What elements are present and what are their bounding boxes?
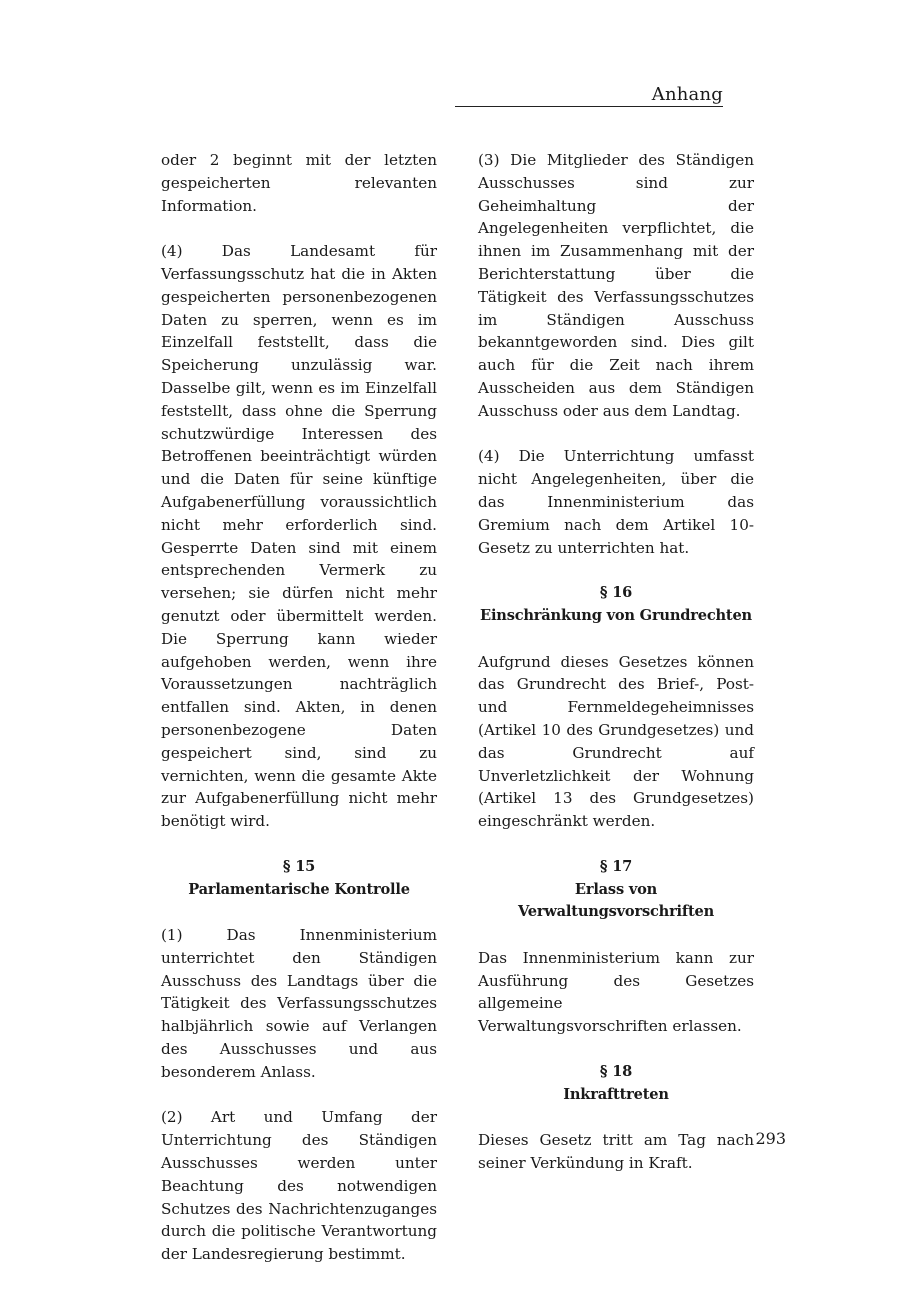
page-number: 293 xyxy=(755,1129,786,1148)
left-column xyxy=(161,149,437,1289)
section-number: § 18 xyxy=(599,1062,633,1080)
section-18-header xyxy=(478,1061,754,1107)
paragraph: oder 2 beginnt mit der letzten gespeicherten relevanten Information. xyxy=(161,151,437,215)
paragraph: Das Innenministerium kann zur Ausführung des Gesetzes allgemeine Verwaltungsvorschriften erlassen. xyxy=(478,948,754,1036)
section-15-header xyxy=(161,856,437,902)
section-title: Parlamentarische Kontrolle xyxy=(188,880,410,898)
section-title: Erlass von Verwaltungsvorschriften xyxy=(517,880,715,921)
paragraph: Dieses Gesetz tritt am Tag nach seiner Verkündung in Kraft. xyxy=(478,1131,754,1173)
section-title: Inkrafttreten xyxy=(563,1085,669,1103)
header-rule xyxy=(455,106,723,107)
running-title: Anhang xyxy=(651,84,723,105)
section-title: Einschränkung von Grundrechten xyxy=(480,606,752,624)
section-16-header xyxy=(478,582,754,628)
section-number: § 16 xyxy=(599,584,633,602)
section-number: § 17 xyxy=(599,857,633,875)
paragraph: (1) Das Innenministerium unterrichtet den Ständigen Ausschuss des Landtags über die Tätigkeit des Verfassungsschutzes halbjährlich sowie auf Verlangen des Ausschusses und aus besonderem Anlass. xyxy=(161,926,437,1081)
paragraph: (4) Die Unterrichtung umfasst nicht Angelegenheiten, über die das Innenministerium das Gremium nach dem Artikel 10-Gesetz zu unterrichten hat. xyxy=(478,447,754,557)
paragraph: Aufgrund dieses Gesetzes können das Grundrecht des Brief-, Post- und Fernmeldegeheimnisses (Artikel 10 des Grundgesetzes) und das Grundrecht auf Unverletzlichkeit der Wohnung (Artikel 13 des Grundgesetzes) eingeschränkt werden. xyxy=(478,652,754,831)
paragraph: (3) Die Mitglieder des Ständigen Ausschusses sind zur Geheimhaltung der Angelegenheiten verpflichtet, die ihnen im Zusammenhang mit der Berichterstattung über die Tätigkeit des Verfassungsschutzes im Ständigen Ausschuss bekanntgeworden sind. Dies gilt auch für die Zeit nach ihrem Ausscheiden aus dem Ständigen Ausschuss oder aus dem Landtag. xyxy=(478,151,754,420)
paragraph: (2) Art und Umfang der Unterrichtung des Ständigen Ausschusses werden unter Beachtung des notwendigen Schutzes des Nachrichtenzuganges durch die politische Verantwortung der Landesregierung bestimmt. xyxy=(161,1108,437,1264)
paragraph: (4) Das Landesamt für Verfassungsschutz hat die in Akten gespeicherten personenbezogenen Daten zu sperren, wenn es im Einzelfall feststellt, dass die Speicherung unzulässig war. Dasselbe gilt, wenn es im Einzelfall feststellt, dass ohne die Sperrung schutzwürdige Interessen des Betroffenen beeinträchtigt würden und die Daten für seine künftige Aufgabenerfüllung voraussichtlich nicht mehr erforderlich sind. Gesperrte Daten sind mit einem entsprechenden Vermerk zu versehen; sie dürfen nicht mehr genutzt oder übermittelt werden. Die Sperrung kann wieder aufgehoben werden, wenn ihre Voraussetzungen nachträglich entfallen sind. Akten, in denen personenbezogene Daten gespeichert sind, sind zu vernichten, wenn die gesamte Akte zur Aufgabenerfüllung nicht mehr benötigt wird. xyxy=(161,242,437,831)
section-17-header xyxy=(478,856,754,924)
right-column xyxy=(478,149,754,1198)
section-number: § 15 xyxy=(282,857,316,875)
